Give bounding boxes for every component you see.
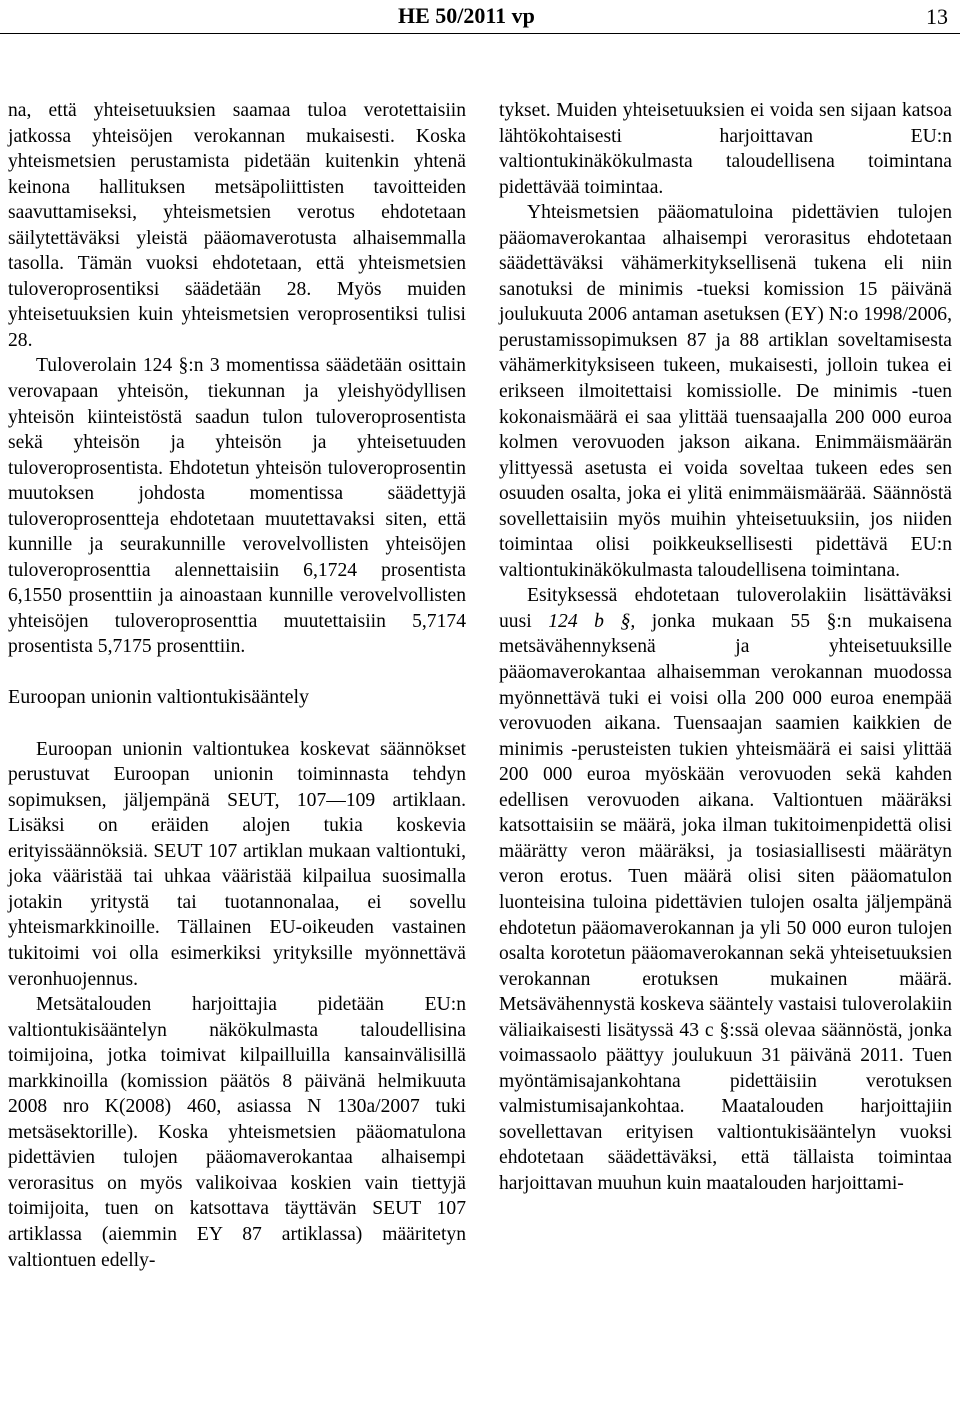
paragraph: Yhteismetsien pääomatuloina pidettävien tulojen pääomaverokantaa alhaisempi verorasitus ehdotetaan säädettäväksi vähämerkityksellisenä tukena eli niin sanotuksi de minimis -tueksi komission 15 päivänä joulukuuta 2006 antaman asetuksen (EY) N:o 1998/2006, perustamissopimuksen 87 ja 88 artiklan soveltamisesta vähämerkityksiseen tukeen, mukaisesti, jolloin tukea ei erikseen ilmoitettaisi komissiolle. De minimis -tuen kokonaismäärä ei saa ylittää tuensaajalla 200 000 euroa kolmen verovuoden jakson aikana. Enimmäismäärän ylittyessä asetusta ei voida soveltaa tukeen edes sen osuuden osalta, joka ei ylitä enimmäismäärää. Säännöstä sovellettaisiin myös muihin yhteisetuuksiin, jos niiden toimintaa olisi poikkeuksellisesti pidettävä EU:n valtiontukinäkökulmasta taloudellisena toimintana. <box>499 202 952 581</box>
paragraph: Tuloverolain 124 §:n 3 momentissa säädetään osittain verovapaan yhteisön, tiekunnan ja yleishyödyllisen yhteisön kiinteistöstä saadun tulon tuloveroprosentista sekä yhteisön ja yhteisön ja yhteisetuuden tuloveroprosentista. Ehdotetun yhteisön tuloveroprosentin muutoksen johdosta momentissa säädettyjä tuloveroprosentteja ehdotetaan muutettavaksi siten, että kunnille ja seurakunnille verovelvollisten yhteisöjen tuloveroprosenttia alennettaisiin 6,1724 prosentista 6,1550 prosenttiin ja ainoastaan kunnille verovelvollisten yhteisöjen tuloveroprosenttia muutettaisiin 5,7174 prosentista 5,7175 prosenttiin. <box>8 355 466 658</box>
paragraph: tykset. Muiden yhteisetuuksien ei voida sen sijaan katsoa lähtökohtaisesti harjoittavan EU:n valtiontukinäkökulmasta taloudellisena toimintana pidettävää toimintaa. <box>499 100 952 198</box>
section-heading: Euroopan unionin valtiontukisääntely <box>8 686 310 709</box>
paragraph: Metsätalouden harjoittajia pidetään EU:n valtiontukisääntelyn näkökulmasta taloudellisina toimijoina, jotka toimivat kilpailluilla kansainvälisillä markkinoilla (komission päätös 8 päivänä helmikuuta 2008 nro K(2008) 460, asiassa N 130a/2007 tuki metsäsektorille). Koska yhteismetsien pääomatulona pidettävien tulojen pääomaverokantaa alhaisempi verorasitus on myös valikoivaa koskien vain tiettyjä toimijoita, tuen on katsottava täyttävän SEUT 107 artiklassa (aiemmin EY 87 artiklassa) määritetyn valtiontuen edelly- <box>8 994 466 1271</box>
document-id: HE 50/2011 vp <box>398 3 535 28</box>
section-reference: 124 b §, <box>548 610 636 632</box>
paragraph: na, että yhteisetuuksien saamaa tuloa verotettaisiin jatkossa yhteisöjen verokannan mukaisesti. Koska yhteismetsien perustamista pidetään kuitenkin yhtenä keinona hallituksen metsäpoliittisten tavoitteiden saavuttamiseksi, yhteismetsien verotus ehdotetaan säilytettäväksi yleistä pääomaverotusta alhaisemmalla tasolla. Tämän vuoksi ehdotetaan, että yhteismetsien tuloveroprosentiksi säädetään 28. Myös muiden yhteisetuuksien kuin yhteismetsien veroprosentiksi tulisi 28. <box>8 100 466 351</box>
page-number: 13 <box>926 4 948 29</box>
paragraph <box>499 583 952 1196</box>
page-header <box>0 0 960 34</box>
left-column <box>8 98 466 1273</box>
paragraph-text: jonka mukaan 55 §:n mukaisena metsävähennyksenä ja yhteisetuuksille pääomaverokantaa alhaisemman verokannan muodossa myönnettävä tuki ei voisi olla 200 000 euroa enempää verovuoden aikana. Tuensaajan saamien kaikkien de minimis -perusteisten tukien yhteismäärä ei saisi ylittää 200 000 euroa myöskään verovuoden sekä kahden edellisen verovuoden aikana. Valtiontuen määräksi katsottaisiin se määrä, joka ilman tukitoimenpidettä olisi määrätty veron määräksi, ja tosiasiallisesti määrätyn veron erotus. Tuen määrä olisi siten pääomatulon luonteisina tuloina pidettävien tulojen osalta jäljempänä ehdotetun pääomaverokannan ja yli 50 000 euron tulojen osalta korotetun pääomaverokannan sekä yhteisetuuksien verokannan erotuksen mukainen määrä. Metsävähennystä koskeva sääntely vastaisi tuloverolakiin väliaikaisesti lisätyssä 43 c §:ssä olevaa säännöstä, jonka voimassaolo päättyy joulukuun 31 päivänä 2011. Tuen myöntämisajankohtana pidettäisiin verotuksen valmistumisajankohtaa. Maatalouden harjoittajiin sovellettavan erityisen valtiontukisääntelyn vuoksi ehdotetaan säädettäväksi, että tällaista toimintaa harjoittavan muuhun kuin maatalouden harjoittami- <box>499 610 952 1194</box>
header-rule <box>0 33 960 34</box>
paragraph: Euroopan unionin valtiontukea koskevat säännökset perustuvat Euroopan unionin toiminnasta tehdyn sopimuksen, jäljempänä SEUT, 107—109 artiklaan. Lisäksi on eräiden alojen tukia koskevia erityissäännöksiä. SEUT 107 artiklan mukaan valtiontuki, joka vääristää tai uhkaa vääristää kilpailua suosimalla jotakin yritystä tai tuotannonalaa, ei sovellu yhteismarkkinoille. Tällainen EU-oikeuden vastainen tukitoimi voi olla esimerkiksi yrityksille myönnettävä veronhuojennus. <box>8 738 466 990</box>
right-column <box>499 98 952 1197</box>
paragraph-text: Esityksessä ehdotetaan tuloverolakiin lisättäväksi uusi <box>499 585 952 632</box>
